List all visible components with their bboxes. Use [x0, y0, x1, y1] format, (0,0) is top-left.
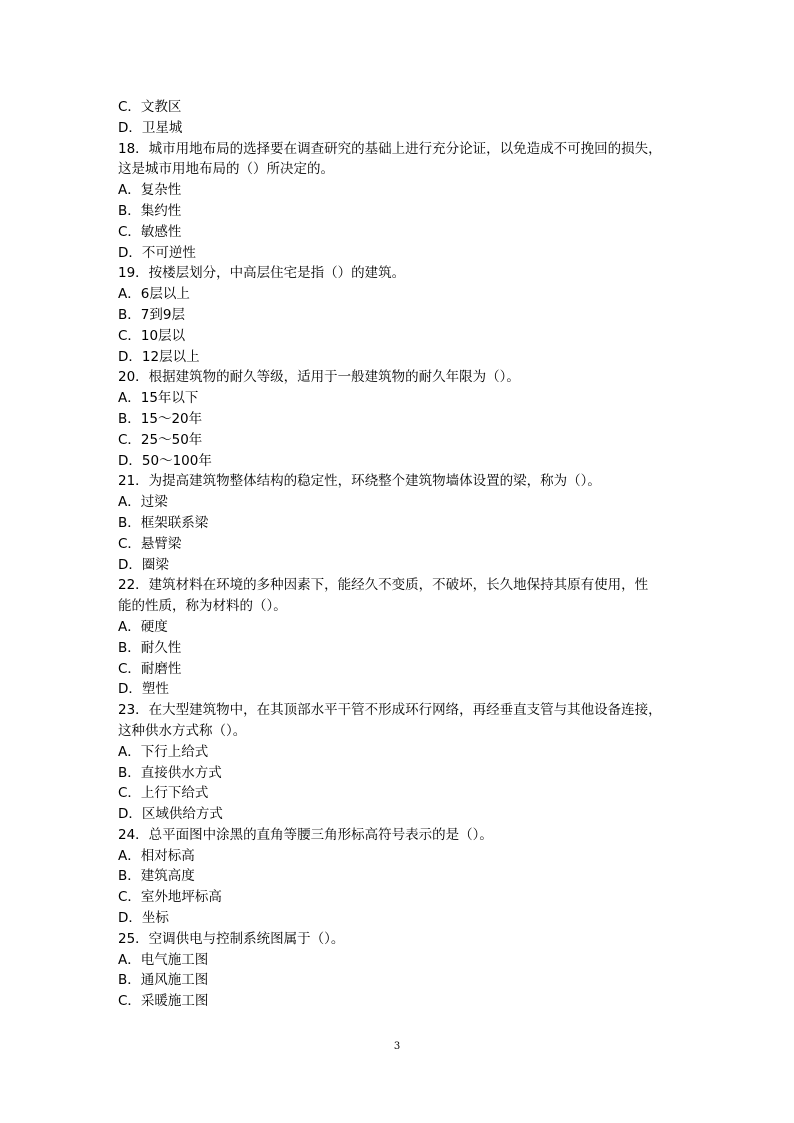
- option-line: D．塑性: [118, 681, 169, 698]
- option-line: C．耐磨性: [118, 660, 182, 677]
- option-line: D．12层以上: [118, 348, 200, 365]
- question-line: 24．总平面图中涂黑的直角等腰三角形标高符号表示的是（）。: [118, 826, 493, 843]
- option-line: B．集约性: [118, 202, 182, 219]
- option-line: A．电气施工图: [118, 951, 209, 968]
- option-line: B．7到9层: [118, 306, 185, 323]
- question-line: 25．空调供电与控制系统图属于（）。: [118, 930, 345, 947]
- question-line: 23．在大型建筑物中，在其顶部水平干管不形成环行网络，再经垂直支管与其他设备连接，: [118, 702, 662, 719]
- option-line: C．悬臂梁: [118, 535, 182, 552]
- option-line: A．硬度: [118, 618, 168, 635]
- option-line: A．15年以下: [118, 390, 199, 407]
- option-line: B．框架联系梁: [118, 514, 209, 531]
- option-line: C．上行下给式: [118, 785, 209, 802]
- option-line: A．下行上给式: [118, 743, 209, 760]
- question-line: 21．为提高建筑物整体结构的稳定性，环绕整个建筑物墙体设置的梁，称为（）。: [118, 473, 601, 490]
- question-line: 19．按楼层划分，中高层住宅是指（）的建筑。: [118, 265, 406, 282]
- question-line: 这种供水方式称（）。: [118, 722, 247, 739]
- option-line: D．区域供给方式: [118, 806, 223, 823]
- option-line: C．10层以: [118, 327, 186, 344]
- question-line: 18．城市用地布局的选择要在调查研究的基础上进行充分论证，以免造成不可挽回的损失，: [118, 140, 662, 157]
- option-line: B．直接供水方式: [118, 764, 222, 781]
- option-line: C．室外地坪标高: [118, 889, 222, 906]
- option-line: B．通风施工图: [118, 972, 209, 989]
- option-line: C．25～50年: [118, 431, 203, 448]
- question-line: 22．建筑材料在环境的多种因素下，能经久不变质，不破坏，长久地保持其原有使用，性: [118, 577, 649, 594]
- option-line: D．圈梁: [118, 556, 169, 573]
- page-number: 3: [393, 1041, 401, 1052]
- option-line: B．耐久性: [118, 639, 182, 656]
- option-line: D．坐标: [118, 910, 169, 927]
- option-line: B．15～20年: [118, 410, 203, 427]
- question-line: 20．根据建筑物的耐久等级，适用于一般建筑物的耐久年限为（）。: [118, 369, 520, 386]
- option-line: A．复杂性: [118, 182, 182, 199]
- question-text-block: [118, 97, 688, 1012]
- question-line: 这是城市用地布局的（）所决定的。: [118, 161, 334, 178]
- option-line: A．6层以上: [118, 286, 190, 303]
- option-line: C．敏感性: [118, 223, 182, 240]
- option-line: B．建筑高度: [118, 868, 195, 885]
- option-line: A．过梁: [118, 494, 168, 511]
- option-line: C．文教区: [118, 99, 182, 115]
- question-line: 能的性质，称为材料的（）。: [118, 598, 287, 615]
- option-line: D．卫星城: [118, 119, 183, 136]
- option-line: C．采暖施工图: [118, 993, 209, 1010]
- option-line: D．不可逆性: [118, 244, 196, 261]
- option-line: A．相对标高: [118, 847, 195, 864]
- option-line: D．50～100年: [118, 452, 212, 469]
